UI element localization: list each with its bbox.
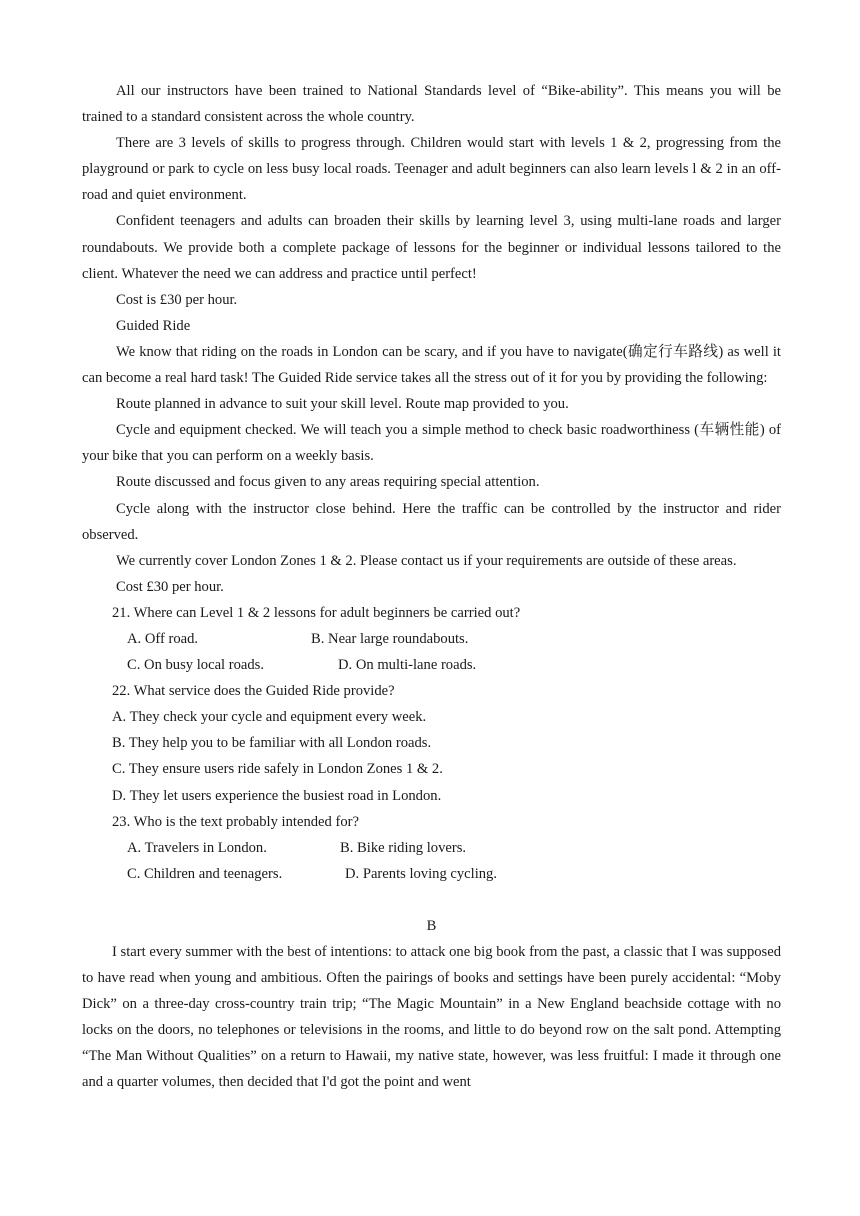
paragraph-zones: We currently cover London Zones 1 & 2. Please contact us if your requirements are outside of these areas. xyxy=(116,552,737,569)
paragraph-instructors: All our instructors have been trained to National Standards level of “Bike-ability”. This means you will be trained to a standard consistent across the whole country. xyxy=(82,83,781,126)
text-column xyxy=(82,78,781,1096)
question-21-option-c: C. On busy local roads. xyxy=(127,657,265,674)
question-22-stem: 22. What service does the Guided Ride provide? xyxy=(112,683,395,700)
question-22-option-a: A. They check your cycle and equipment every week. xyxy=(112,709,427,726)
paragraph-cycle-checked: Cycle and equipment checked. We will teach you a simple method to check basic roadworthiness (车辆性能) of your bike that you can perform on a weekly basis. xyxy=(82,422,781,465)
heading-guided-ride: Guided Ride xyxy=(116,317,191,334)
paragraph-cycle-along: Cycle along with the instructor close behind. Here the traffic can be controlled by the instructor and rider observed. xyxy=(82,500,781,543)
question-23-option-c: C. Children and teenagers. xyxy=(127,865,283,882)
section-spacer xyxy=(82,887,781,913)
question-22-option-c: C. They ensure users ride safely in London Zones 1 & 2. xyxy=(112,761,443,778)
question-22-option-d: D. They let users experience the busiest road in London. xyxy=(112,787,442,804)
paragraph-route-discussed: Route discussed and focus given to any areas requiring special attention. xyxy=(116,474,540,491)
paragraph-navigate: We know that riding on the roads in London can be scary, and if you have to navigate(确定行车路线) as well it can become a real hard task! The Guided Ride service takes all the stress out of it for you by providing the following: xyxy=(82,343,781,387)
question-23-stem: 23. Who is the text probably intended for? xyxy=(112,813,359,830)
question-23-option-a: A. Travelers in London. xyxy=(127,839,267,856)
paragraph-levels: There are 3 levels of skills to progress through. Children would start with levels 1 & 2, progressing from the playground or park to cycle on less busy local roads. Teenager and adult beginners can also learn levels l & 2 in an off-road and quiet environment. xyxy=(82,135,781,204)
question-21-stem: 21. Where can Level 1 & 2 lessons for adult beginners be carried out? xyxy=(112,604,521,621)
cost-line-lessons: Cost is £30 per hour. xyxy=(116,291,238,308)
paragraph-level-3: Confident teenagers and adults can broaden their skills by learning level 3, using multi-lane roads and larger roundabouts. We provide both a complete package of lessons for the beginner or individual lessons tailored to the client. Whatever the need we can address and practice until perfect! xyxy=(82,213,781,282)
question-21-options-row-1 xyxy=(82,626,781,652)
cost-line-guided: Cost £30 per hour. xyxy=(116,578,224,595)
question-23-options-row-2 xyxy=(82,861,781,887)
question-21-option-a: A. Off road. xyxy=(127,630,199,647)
section-heading-b: B xyxy=(426,917,437,934)
question-23-option-d: D. Parents loving cycling. xyxy=(345,865,497,882)
paragraph-summer-reading: I start every summer with the best of intentions: to attack one big book from the past, a classic that I was supposed to have read when young and ambitious. Often the pairings of books and settings have been purely accidental: “Moby Dick” on a three-day cross-country train trip; “The Magic Mountain” in a New England beachside cottage with no locks on the doors, no telephones or televisions in the rooms, and little to do beyond row on the salt pond. Attempting “The Man Without Qualities” on a return to Hawaii, my native state, however, was less fruitful: I made it through one and a quarter volumes, then decided that I'd got the point and went xyxy=(82,944,781,1091)
question-21-option-b: B. Near large roundabouts. xyxy=(311,630,469,647)
question-22-option-b: B. They help you to be familiar with all London roads. xyxy=(112,735,432,752)
question-23-options-row-1 xyxy=(82,835,781,861)
question-21-options-row-2 xyxy=(82,652,781,678)
question-21-option-d: D. On multi-lane roads. xyxy=(338,657,477,674)
question-23-option-b: B. Bike riding lovers. xyxy=(340,839,467,856)
paragraph-route-planned: Route planned in advance to suit your skill level. Route map provided to you. xyxy=(116,396,569,413)
